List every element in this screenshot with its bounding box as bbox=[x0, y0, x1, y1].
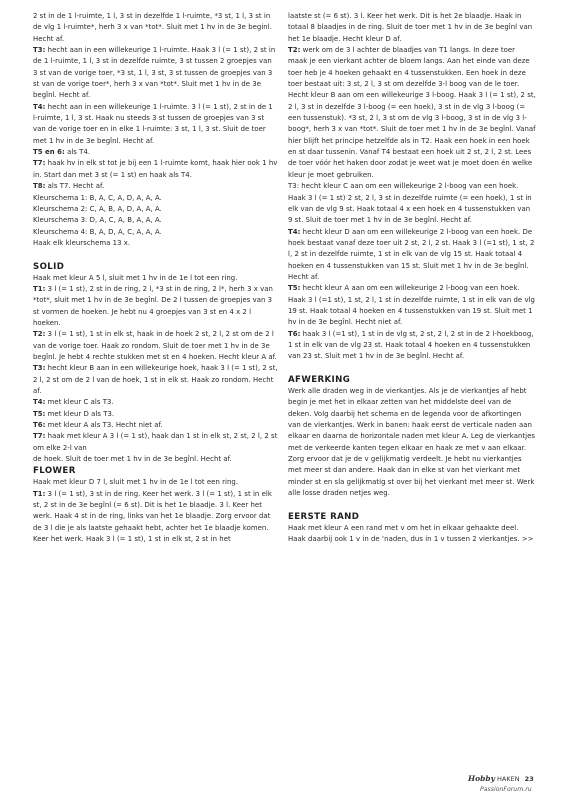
page-number: 23 bbox=[524, 775, 534, 783]
body-paragraph: Haak met kleur A 5 l, sluit met 1 hv in de 1e l tot een ring. bbox=[33, 273, 238, 282]
watermark: PassionForum.ru bbox=[480, 786, 532, 793]
page-footer bbox=[468, 774, 534, 783]
round-instruction bbox=[33, 397, 278, 408]
round-text: hecht aan in een willekeurige 1 l-ruimte. Haak 3 l (= 1 st), 2 st in de 1 l-ruimte, 1 l, 3 st in dezelfde ruimte, 3 st tussen 2 groepjes van 3 st van de vorige toer, *3 st, 1 l, 3 st, 3 st tussen de groepjes van 3 st van de vorige toer*, herh 3 x van *tot*. Sluit met 1 hv in de 3e begînl. Hecht af. bbox=[33, 46, 276, 100]
body-paragraph: Werk alle draden weg in de vierkantjes. Als je de vierkantjes af hebt begin je met het in elkaar zetten van het middelste deel van de deken. Volg daarbij het schema en de legenda voor de afkortingen van de vierkantjes. Werk in banen: haak eerst de verticale naden aan elkaar en daarna de horizontale naden met kleur A. Leg de vierkantjes met de verkeerde kanten tegen elkaar en haak ze met v aan elkaar. Zorg ervoor dat je de v gelijkmatig verdeelt. Je hebt nu vierkantjes met meer st dan andere. Haak dan in elke st van het vierkant met minder st en sla gelijkmatig st over bij het vierkant met meer st. Werk alle losse draden netjes weg. bbox=[288, 387, 536, 498]
round-instruction bbox=[33, 147, 278, 158]
round-text: met kleur D als T3. bbox=[45, 409, 115, 418]
round-instruction bbox=[33, 181, 278, 192]
round-list bbox=[288, 45, 536, 181]
round-instruction bbox=[288, 227, 536, 284]
round-label: T2: bbox=[288, 46, 301, 55]
round-label: T4: bbox=[33, 398, 46, 407]
round-instruction bbox=[33, 284, 278, 329]
color-scheme-line: Kleurschema 1: B, A, C, A, D, A, A, A. bbox=[33, 193, 162, 202]
round-instruction bbox=[288, 329, 536, 363]
section-heading-afwerking: AFWERKING bbox=[288, 375, 351, 385]
round-label: T2: bbox=[33, 330, 46, 339]
body-paragraph: Haak met kleur A een rand met v om het in elkaar gehaakte deel. Haak daarbij ook 1 v in de ‘naden, dus in 1 v tussen 2 vierkantjes. >> bbox=[288, 523, 534, 544]
round-list bbox=[33, 489, 278, 546]
round-instruction bbox=[33, 489, 278, 546]
round-text: 3 l (= 1 st), 3 st in de ring. Keer het werk. 3 l (= 1 st), 1 st in elk st, 2 st in de 3e begînl (= 6 st). Dit is het 1e blaadje. 3 l. Keer het werk. Haak 4 st in de ring, links van het 1e blaadje. Zorg ervoor dat de 3 l die je als laatste gehaakt hebt, achter het 1e blaadje komen. Keer het werk. Haak 3 l (= 1 st), 1 st in elk st, 2 st in het bbox=[33, 489, 272, 544]
round-label: T1: bbox=[33, 284, 46, 293]
body-paragraph: de hoek. Sluit de toer met 1 hv in de 3e begînl. Hecht af. bbox=[33, 455, 232, 464]
round-text: haak hv in elk st tot je bij een 1 l-ruimte komt, haak hier ook 1 hv in. Start dan met 3 st (= 1 st) en haak als T4. bbox=[33, 159, 278, 179]
round-label: T1: bbox=[33, 489, 46, 498]
round-instruction bbox=[33, 102, 278, 147]
color-scheme-line: Kleurschema 3: D, A, C, A, B, A, A, A. bbox=[33, 216, 162, 225]
round-list bbox=[33, 45, 278, 192]
round-label: T7: bbox=[33, 432, 46, 441]
round-text: met kleur C als T3. bbox=[45, 398, 114, 407]
round-instruction bbox=[33, 158, 278, 181]
round-instruction bbox=[33, 409, 278, 420]
body-paragraph: laatste st (= 6 st). 3 l. Keer het werk. Dit is het 2e blaadje. Haak in totaal 8 blaadjes in de ring. Sluit de toer met 1 hv in de 3e begînl van het 1e blaadje. Hecht kleur D af. bbox=[288, 12, 533, 43]
section-heading-eerste-rand: EERSTE RAND bbox=[288, 511, 360, 522]
body-paragraph: 2 st in de 1 l-ruimte, 1 l, 3 st in dezelfde 1 l-ruimte, *3 st, 1 l, 3 st in de vlg 1 l-ruimte*, herh 3 x van *tot*. Sluit met 1 hv in de 3e beginl. Hecht af. bbox=[33, 12, 272, 43]
magazine-brand: HAKEN bbox=[497, 775, 520, 783]
magazine-logo: Hobby bbox=[468, 774, 495, 783]
round-text: 3 l (= 1 st), 2 st in de ring, 2 l, *3 st in de ring, 2 l*, herh 3 x van *tot*, sluit met 1 hv in de 3e begînl. De 2 l tussen de groepjes van 3 st vormen de hoeken. Je hebt nu 4 groepjes van 3 st en 4 x 2 l hoeken. bbox=[33, 284, 273, 327]
color-scheme-line: Haak elk kleurschema 13 x. bbox=[33, 238, 131, 247]
round-text: als T7. Hecht af. bbox=[45, 182, 105, 191]
right-column bbox=[288, 11, 536, 545]
round-instruction bbox=[288, 283, 536, 328]
round-text: hecht kleur A aan om een willekeurige 2 l-boog van een hoek. Haak 3 l (=1 st), 1 st, 2 l, 1 st in dezelfde ruimte, 1 st in elk van de vlg 19 st. Haak totaal 4 hoeken en 4 tussenstukken van 19 st. Sluit met 1 hv in de 3e begînl. Hecht niet af. bbox=[288, 284, 535, 327]
round-instruction bbox=[33, 420, 278, 431]
round-text: 3 l (= 1 st), 1 st in elk st, haak in de hoek 2 st, 2 l, 2 st om de 2 l van de vorige toer. Haak zo rondom. Sluit de toer met 1 hv in de 3e begînl. Je hebt 4 rechte stukken met st en 4 hoeken. Hecht kleur A af. bbox=[33, 330, 277, 361]
round-text: hecht kleur D aan om een willekeurige 2 l-boog van een hoek. De hoek bestaat vanaf deze toer uit 2 st, 2 l, 2 st. Haak 3 l (=1 st), 1 st, 2 l, 2 st in dezelfde ruimte, 1 st in elk van de vlg 15 st. Haak totaal 4 hoeken en 4 tussenstukken van 15 st. Sluit met 1 hv in de 3e begînl. Hecht af. bbox=[288, 227, 535, 281]
round-label: T5: bbox=[33, 409, 46, 418]
round-label: T3: bbox=[33, 46, 46, 55]
round-instruction bbox=[33, 363, 278, 397]
round-instruction bbox=[33, 329, 278, 363]
round-instruction bbox=[33, 431, 278, 454]
round-list bbox=[288, 227, 536, 363]
round-label: T5: bbox=[288, 284, 301, 293]
round-list bbox=[33, 284, 278, 454]
round-text: als T4. bbox=[64, 148, 91, 157]
section-heading-solid: SOLID bbox=[33, 261, 65, 272]
round-instruction bbox=[288, 45, 536, 181]
body-paragraph: Haak met kleur D 7 l, sluit met 1 hv in de 1e l tot een ring. bbox=[33, 478, 239, 487]
left-column bbox=[33, 11, 278, 545]
body-paragraph: T3: hecht kleur C aan om een willekeurige 2 l-boog van een hoek. Haak 3 l (= 1 st) 2 st, 2 l, 3 st in dezelfde ruimte (= een hoek), 1 st in elk van de vlg 9 st. Haak totaal 4 x een hoek en 4 tussenstukken van 9 st. Sluit de toer met 1 hv in de 3e begînl. Hecht af. bbox=[288, 182, 532, 225]
round-label: T5 en 6: bbox=[33, 148, 65, 157]
round-label: T4: bbox=[288, 227, 301, 236]
color-scheme-line: Kleurschema 2: C, A, B, A, D, A, A, A. bbox=[33, 204, 162, 213]
round-text: werk om de 3 l achter de blaadjes van T1 langs. In deze toer maak je een vierkant achter de bloem langs. Aan het einde van deze toer heb je 4 hoeken gehaakt en 4 tussenstukken. Een hoek in deze toer bestaat uit: 3 st, 2 l, 3 st om dezelfde 3-l boog van de le toer. Hecht kleur B aan om een willekeurige 3 l-boog. Haak 3 l (= 1 st), 2 st, 2 l, 3 st in dezelfde 3 l-boog (= een hoek), 3 st in de vlg 3 l-boog (= een tussenstuk). *3 st, 2 l, 3 st om de vlg 3 l-boog, 3 st in de vlg 3 l-boog*, herh 3 x van *tot*. Sluit de toer met 1 hv in de 3e begînl. Vanaf hier blijft het principe hetzelfde als in T2. Haak een hoek in een hoek en st daar tussenin. Vanaf T4 bestaat een hoek uit 2 st, 2 l, 2 st. Lees de toer vóór het haken door zodat je weet wat je moet doen én welke kleur je moet gebruiken. bbox=[288, 46, 536, 179]
round-text: haak 3 l (=1 st), 1 st in de vlg st, 2 st, 2 l, 2 st in de 2 l-hoekboog, 1 st in elk van de vlg 23 st. Haak totaal 4 hoeken en 4 tussenstukken van 23 st. Sluit met 1 hv in de 3e begînl. Hecht af. bbox=[288, 329, 534, 361]
round-label: T7: bbox=[33, 159, 46, 168]
round-label: T6: bbox=[288, 329, 301, 338]
round-label: T6: bbox=[33, 421, 46, 430]
round-instruction bbox=[33, 45, 278, 102]
section-heading-flower: FLOWER bbox=[33, 466, 76, 477]
round-label: T8: bbox=[33, 182, 46, 191]
color-scheme-line: Kleurschema 4: B, A, D, A, C, A, A, A. bbox=[33, 227, 162, 236]
round-label: T3: bbox=[33, 364, 46, 373]
round-text: met kleur A als T3. Hecht niet af. bbox=[45, 421, 163, 430]
round-text: haak met kleur A 3 l (= 1 st), haak dan 1 st in elk st, 2 st, 2 l, 2 st om elke 2-l van bbox=[33, 432, 278, 452]
round-text: hecht kleur B aan in een willekeurige hoek, haak 3 l (= 1 st), 2 st, 2 l, 2 st om de 2 l van de hoek, 1 st in elk st. Haak zo rondom. Hecht af. bbox=[33, 364, 278, 395]
round-text: hecht aan in een willekeurige 1 l-ruimte. 3 l (= 1 st), 2 st in de 1 l-ruimte, 1 l, 3 st. Haak nu steeds 3 st tussen de groepjes van 3 st van de vorige toer en in elke 1 l-ruimte: 3 st, 1 l, 3 st. Sluit de toer met 1 hv in de 3e begînl. Hecht af. bbox=[33, 102, 273, 145]
round-label: T4: bbox=[33, 102, 46, 111]
color-scheme-list bbox=[33, 193, 278, 250]
